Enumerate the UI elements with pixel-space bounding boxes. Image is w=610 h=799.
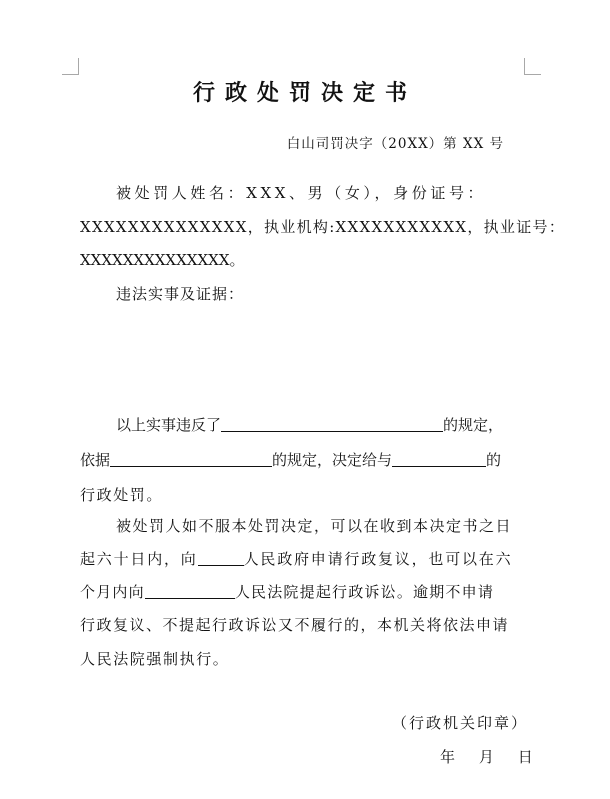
appeal-line-5: 人民法院强制执行。 [80,650,230,668]
appeal-text: 人民政府申请行政复议，也可以在六 [243,550,513,568]
appeal-line-3 [80,581,494,602]
violation-text: 的规定， [443,416,504,434]
appeal-line-2 [80,548,512,569]
seal-label: （行政机关印章） [392,714,529,732]
violation-line-2 [80,449,501,470]
court-blank[interactable] [145,582,235,599]
document-title: 行政处罚决定书 [192,80,417,106]
date-line [440,746,533,767]
basis-text: 的规定，决定给与 [272,451,393,469]
document-number: 白山司罚决字（20XX）第 XX 号 [286,136,504,152]
violation-text: 以上实事违反了 [116,416,222,434]
basis-text: 依据 [80,451,111,469]
government-blank[interactable] [198,549,244,566]
facts-label: 违法实事及证据： [116,285,245,303]
appeal-line-4: 行政复议、不提起行政诉讼又不履行的，本机关将依法申请 [80,616,510,634]
basis-blank[interactable] [110,450,272,467]
page-corner-mark-top-left [62,58,79,75]
appeal-line-1: 被处罚人如不服本处罚决定，可以在收到本决定书之日 [116,517,513,535]
penalty-blank[interactable] [392,450,486,467]
violation-line-1 [116,414,503,435]
date-month: 月 [478,748,494,766]
party-line-1: 被处罚人姓名：XXX、男（女），身份证号： [116,184,487,202]
basis-text: 的 [486,451,502,469]
violation-line-3: 行政处罚。 [80,486,164,504]
rule-blank[interactable] [221,415,443,432]
date-day: 日 [517,748,533,766]
appeal-text: 个月内向 [80,583,145,601]
party-line-3: XXXXXXXXXXXXXX。 [80,251,245,269]
appeal-text: 人民法院提起行政诉讼。逾期不申请 [234,583,495,601]
appeal-text: 起六十日内，向 [80,550,198,568]
page-corner-mark-top-right [524,58,541,75]
party-line-2: XXXXXXXXXXXXXX，执业机构:XXXXXXXXXXX，执业证号： [80,218,566,236]
date-year: 年 [440,748,456,766]
